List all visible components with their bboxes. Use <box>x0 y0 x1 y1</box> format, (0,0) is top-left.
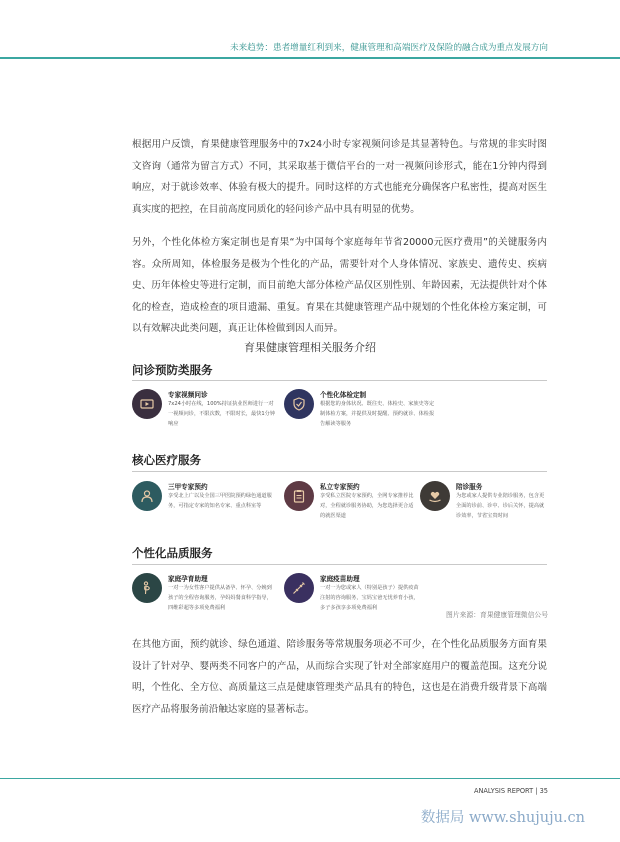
section-rule <box>132 564 547 565</box>
clipboard-icon <box>284 481 314 511</box>
paragraph-1: 根据用户反馈，育果健康管理服务中的7x24小时专家视频问诊是其显著特色。与常规的非实时图文咨询（通常为留言方式）不同，其采取基于微信平台的一对一视频问诊形式，能在1分钟内得到响应，对于就诊效率、体验有极大的提升。同时这样的方式也能充分确保客户私密性，提高对医生真实度的把控，在目前高度同质化的轻问诊产品中具有明显的优势。 <box>132 139 547 215</box>
card-description: 一对一为您或家人（特别是孩子）提供疫苗注射的咨询服务，宝妈宝爸无忧养育小孩，多子多孩享多项免费福利 <box>320 585 419 611</box>
card-title: 专家视频问诊 <box>168 391 208 399</box>
syringe-icon <box>284 573 314 603</box>
card-description: 享受北上广以及全国三甲医院预约绿色通道服务，可指定专家的知名专家、重点科室等 <box>168 493 272 509</box>
section-rule <box>132 380 547 381</box>
figure-title: 育果健康管理相关服务介绍 <box>244 341 376 354</box>
heart-hand-icon <box>420 481 450 511</box>
card-description: 一对一为女性客户提供从备孕、怀孕、分娩到孩子的全程咨询服务，孕妈妈餐食科学指导，四维彩超等多项免费福利 <box>168 585 272 611</box>
service-card-vaccine <box>284 573 444 615</box>
paragraph-3: 在其他方面，预约就诊、绿色通道、陪诊服务等常规服务项必不可少，在个性化品质服务方面育果设计了针对孕、婴两类不同客户的产品，从而综合实现了针对全部家庭用户的覆盖范围。这充分说明，个性化、全方位、高质量这三点是健康管理类产品具有的特色，这也是在消费升级背景下高端医疗产品将服务前沿触达家庭的显著标志。 <box>132 639 547 715</box>
figure-source: 图片来源：育果健康管理微信公号 <box>446 611 548 619</box>
pregnancy-icon <box>132 573 162 603</box>
card-title: 三甲专家预约 <box>168 483 208 491</box>
card-description: 根据您的身体状况、既往史、体检史、家族史等定制体检方案，并提供及时提醒、预约就诊、体检报告解读等服务 <box>320 401 435 427</box>
card-title: 家庭疫苗助理 <box>320 575 360 583</box>
card-title: 家庭孕育助理 <box>168 575 208 583</box>
footer-rule <box>0 778 620 779</box>
doctor-icon <box>132 481 162 511</box>
running-header: 未来趋势：患者增量红利到来，健康管理和高端医疗及保险的融合成为重点发展方向 <box>230 43 548 53</box>
service-card-hospital <box>132 481 282 523</box>
watermark: 数据局 www.shujuju.cn <box>420 810 585 826</box>
shield-check-icon <box>284 389 314 419</box>
section-title-core-medical: 核心医疗服务 <box>132 453 201 467</box>
service-card-checkup <box>284 389 444 431</box>
card-title: 私立专家预约 <box>320 483 360 491</box>
section-rule <box>132 471 547 472</box>
service-card-pregnancy <box>132 573 282 615</box>
page-footer: ANALYSIS REPORT | 35 <box>473 787 548 795</box>
card-title: 陪诊服务 <box>456 483 483 491</box>
card-description: 为您或家人提供专业陪诊服务，包含更全面的诊前、诊中、诊后关怀，提高就诊效率，节省宝贵时间 <box>456 493 545 519</box>
video-icon <box>132 389 162 419</box>
header-rule <box>0 57 620 59</box>
service-card-escort <box>420 481 547 523</box>
card-description: 7x24小时在线，100%持证执业医师进行一对一视频问诊，不限次数，不限时长，最快1分钟响应 <box>168 401 276 427</box>
service-card-video <box>132 389 292 431</box>
paragraph-2: 另外，个性化体检方案定制也是育果“为中国每个家庭每年节省20000元医疗费用”的关键服务内容。众所周知，体检服务是极为个性化的产品，需要针对个人身体情况、家族史、遗传史、疾病史、历年体检史等进行定制，而目前绝大部分体检产品仅区别性别、年龄因素，无法提供针对个体化的检查，造成检查的项目遗漏、重复。育果在其健康管理产品中规划的个性化体检方案定制，可以有效解决此类问题，真正让体检做到因人而异。 <box>132 237 547 334</box>
section-title-personalized: 个性化品质服务 <box>132 546 213 560</box>
section-title-consultation: 问诊预防类服务 <box>132 363 213 377</box>
service-card-private <box>284 481 419 523</box>
card-title: 个性化体检定制 <box>320 391 367 399</box>
card-description: 享受私立医院专家预约，全网专家推荐比对，全程就诊服务协助，为您选择更合适的就医渠道 <box>320 493 414 519</box>
